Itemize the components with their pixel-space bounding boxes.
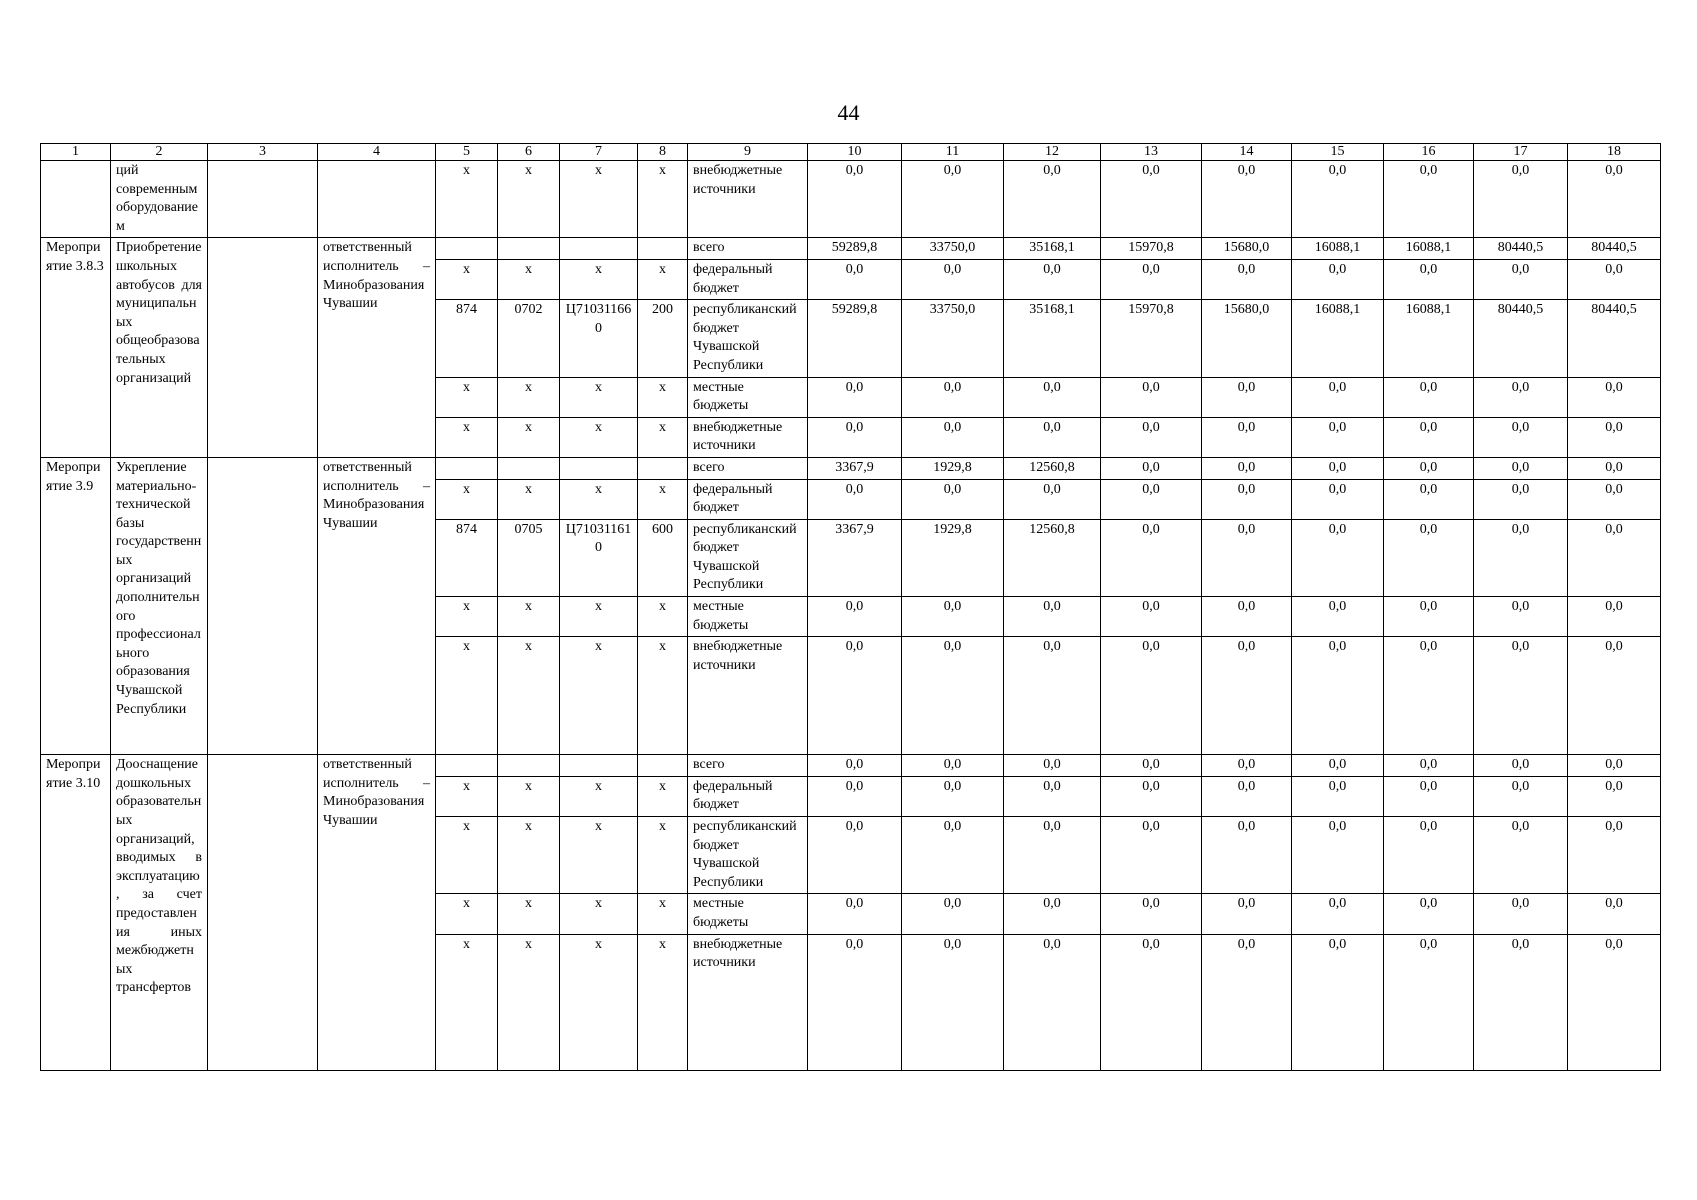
column-number: 2 bbox=[111, 144, 208, 161]
code-cell bbox=[498, 457, 560, 479]
code-cell: 200 bbox=[638, 300, 688, 377]
value-cell: 0,0 bbox=[1101, 519, 1202, 596]
value-cell: 80440,5 bbox=[1568, 238, 1661, 260]
value-cell: 0,0 bbox=[1101, 637, 1202, 755]
value-cell: 0,0 bbox=[1202, 894, 1292, 934]
value-cell: 0,0 bbox=[1568, 637, 1661, 755]
value-cell: 0,0 bbox=[1292, 161, 1384, 238]
value-cell: 59289,8 bbox=[808, 300, 902, 377]
code-cell: x bbox=[498, 377, 560, 417]
value-cell: 0,0 bbox=[1292, 457, 1384, 479]
value-cell: 0,0 bbox=[1101, 161, 1202, 238]
value-cell: 12560,8 bbox=[1004, 519, 1101, 596]
code-cell: x bbox=[498, 597, 560, 637]
empty-cell bbox=[208, 161, 318, 238]
column-number: 18 bbox=[1568, 144, 1661, 161]
value-cell: 0,0 bbox=[1568, 259, 1661, 299]
code-cell: x bbox=[498, 479, 560, 519]
column-number: 5 bbox=[436, 144, 498, 161]
value-cell: 0,0 bbox=[1004, 377, 1101, 417]
funding-source: республиканский бюджет Чувашской Республики bbox=[688, 817, 808, 894]
budget-table bbox=[40, 143, 1661, 1071]
executor: ответственный исполнитель – Минобразования Чувашии bbox=[318, 457, 436, 754]
measure-name: Приобретение школьных автобусов для муниципальных общеобразовательных организаций bbox=[111, 238, 208, 458]
value-cell: 0,0 bbox=[1568, 894, 1661, 934]
value-cell: 0,0 bbox=[1202, 377, 1292, 417]
value-cell: 0,0 bbox=[1474, 894, 1568, 934]
value-cell: 0,0 bbox=[902, 417, 1004, 457]
code-cell bbox=[560, 755, 638, 777]
value-cell: 80440,5 bbox=[1568, 300, 1661, 377]
value-cell: 0,0 bbox=[1101, 776, 1202, 816]
code-cell: x bbox=[498, 934, 560, 1070]
code-cell bbox=[560, 238, 638, 260]
value-cell: 0,0 bbox=[1101, 417, 1202, 457]
value-cell: 0,0 bbox=[1202, 597, 1292, 637]
code-cell: 874 bbox=[436, 300, 498, 377]
value-cell: 0,0 bbox=[1384, 259, 1474, 299]
column-number: 9 bbox=[688, 144, 808, 161]
column-number: 12 bbox=[1004, 144, 1101, 161]
value-cell: 0,0 bbox=[1384, 755, 1474, 777]
code-cell bbox=[638, 755, 688, 777]
value-cell: 0,0 bbox=[1568, 457, 1661, 479]
code-cell: x bbox=[436, 637, 498, 755]
code-cell: x bbox=[436, 597, 498, 637]
value-cell: 0,0 bbox=[902, 479, 1004, 519]
code-cell: x bbox=[638, 934, 688, 1070]
value-cell: 0,0 bbox=[1384, 479, 1474, 519]
column-number: 4 bbox=[318, 144, 436, 161]
value-cell: 80440,5 bbox=[1474, 238, 1568, 260]
value-cell: 0,0 bbox=[1568, 377, 1661, 417]
code-cell: x bbox=[436, 161, 498, 238]
funding-source: местные бюджеты bbox=[688, 597, 808, 637]
code-cell: x bbox=[560, 597, 638, 637]
value-cell: 0,0 bbox=[1292, 479, 1384, 519]
value-cell: 0,0 bbox=[1292, 637, 1384, 755]
value-cell: 1929,8 bbox=[902, 519, 1004, 596]
value-cell: 0,0 bbox=[1101, 817, 1202, 894]
value-cell: 0,0 bbox=[1474, 259, 1568, 299]
value-cell: 16088,1 bbox=[1384, 238, 1474, 260]
code-cell bbox=[436, 457, 498, 479]
code-cell: x bbox=[498, 894, 560, 934]
code-cell: x bbox=[498, 776, 560, 816]
code-cell: x bbox=[638, 161, 688, 238]
value-cell: 0,0 bbox=[1384, 776, 1474, 816]
code-cell: x bbox=[638, 417, 688, 457]
column-number: 11 bbox=[902, 144, 1004, 161]
value-cell: 0,0 bbox=[1384, 894, 1474, 934]
code-cell: x bbox=[560, 934, 638, 1070]
value-cell: 0,0 bbox=[1568, 817, 1661, 894]
value-cell: 0,0 bbox=[1292, 597, 1384, 637]
value-cell: 0,0 bbox=[1474, 817, 1568, 894]
code-cell: 874 bbox=[436, 519, 498, 596]
value-cell: 0,0 bbox=[1474, 934, 1568, 1070]
value-cell: 0,0 bbox=[1004, 597, 1101, 637]
funding-source: всего bbox=[688, 755, 808, 777]
measure-id: Мероприятие 3.10 bbox=[41, 755, 111, 1070]
code-cell: x bbox=[638, 776, 688, 816]
value-cell: 12560,8 bbox=[1004, 457, 1101, 479]
value-cell: 0,0 bbox=[1384, 934, 1474, 1070]
funding-source: всего bbox=[688, 457, 808, 479]
value-cell: 0,0 bbox=[1101, 934, 1202, 1070]
value-cell: 16088,1 bbox=[1292, 238, 1384, 260]
value-cell: 3367,9 bbox=[808, 457, 902, 479]
code-cell: x bbox=[560, 817, 638, 894]
code-cell: x bbox=[498, 637, 560, 755]
value-cell: 0,0 bbox=[1101, 597, 1202, 637]
value-cell: 0,0 bbox=[1202, 755, 1292, 777]
funding-source: федеральный бюджет bbox=[688, 259, 808, 299]
value-cell: 0,0 bbox=[1004, 637, 1101, 755]
value-cell: 0,0 bbox=[1474, 519, 1568, 596]
value-cell: 0,0 bbox=[808, 637, 902, 755]
code-cell bbox=[638, 457, 688, 479]
value-cell: 0,0 bbox=[808, 934, 902, 1070]
code-cell: x bbox=[560, 417, 638, 457]
column-number: 10 bbox=[808, 144, 902, 161]
value-cell: 0,0 bbox=[1004, 755, 1101, 777]
column-number: 17 bbox=[1474, 144, 1568, 161]
code-cell: x bbox=[638, 894, 688, 934]
measure-name: Дооснащение дошкольных образовательных организаций, вводимых в эксплуатацию, за счет предоставления иных межбюджетных трансфертов bbox=[111, 755, 208, 1070]
funding-source: республиканский бюджет Чувашской Республики bbox=[688, 300, 808, 377]
value-cell: 0,0 bbox=[1568, 776, 1661, 816]
column-number: 7 bbox=[560, 144, 638, 161]
value-cell: 0,0 bbox=[1568, 755, 1661, 777]
code-cell bbox=[436, 755, 498, 777]
code-cell: x bbox=[436, 894, 498, 934]
measure-name: ций современным оборудованием bbox=[111, 161, 208, 238]
value-cell: 0,0 bbox=[1101, 457, 1202, 479]
code-cell: x bbox=[560, 161, 638, 238]
page-number: 44 bbox=[837, 100, 860, 125]
value-cell: 0,0 bbox=[902, 776, 1004, 816]
column-number: 13 bbox=[1101, 144, 1202, 161]
value-cell: 0,0 bbox=[808, 161, 902, 238]
value-cell: 0,0 bbox=[1384, 417, 1474, 457]
code-cell: x bbox=[498, 417, 560, 457]
value-cell: 0,0 bbox=[1101, 755, 1202, 777]
code-cell: x bbox=[638, 597, 688, 637]
value-cell: 0,0 bbox=[1292, 755, 1384, 777]
funding-source: внебюджетные источники bbox=[688, 637, 808, 755]
value-cell: 0,0 bbox=[1384, 161, 1474, 238]
code-cell: Ц710311610 bbox=[560, 519, 638, 596]
value-cell: 0,0 bbox=[1101, 479, 1202, 519]
value-cell: 0,0 bbox=[808, 377, 902, 417]
value-cell: 16088,1 bbox=[1384, 300, 1474, 377]
funding-source: внебюджетные источники bbox=[688, 161, 808, 238]
code-cell: x bbox=[560, 776, 638, 816]
funding-source: местные бюджеты bbox=[688, 377, 808, 417]
value-cell: 0,0 bbox=[902, 934, 1004, 1070]
value-cell: 0,0 bbox=[1292, 519, 1384, 596]
value-cell: 0,0 bbox=[1292, 934, 1384, 1070]
value-cell: 0,0 bbox=[902, 597, 1004, 637]
code-cell: 0705 bbox=[498, 519, 560, 596]
value-cell: 0,0 bbox=[1004, 479, 1101, 519]
table-row bbox=[41, 457, 1661, 479]
column-number-row bbox=[41, 144, 1661, 161]
value-cell: 0,0 bbox=[808, 817, 902, 894]
value-cell: 1929,8 bbox=[902, 457, 1004, 479]
value-cell: 0,0 bbox=[1004, 776, 1101, 816]
value-cell: 0,0 bbox=[1292, 817, 1384, 894]
value-cell: 0,0 bbox=[1202, 817, 1292, 894]
empty-cell bbox=[208, 238, 318, 458]
funding-source: федеральный бюджет bbox=[688, 776, 808, 816]
value-cell: 0,0 bbox=[1202, 161, 1292, 238]
value-cell: 0,0 bbox=[1004, 817, 1101, 894]
table-body bbox=[41, 144, 1661, 1071]
value-cell: 0,0 bbox=[1474, 377, 1568, 417]
value-cell: 0,0 bbox=[902, 755, 1004, 777]
value-cell: 0,0 bbox=[808, 417, 902, 457]
value-cell: 59289,8 bbox=[808, 238, 902, 260]
measure-id bbox=[41, 161, 111, 238]
value-cell: 0,0 bbox=[1384, 817, 1474, 894]
column-number: 14 bbox=[1202, 144, 1292, 161]
executor bbox=[318, 161, 436, 238]
executor: ответственный исполнитель – Минобразования Чувашии bbox=[318, 238, 436, 458]
code-cell: x bbox=[436, 259, 498, 299]
value-cell: 0,0 bbox=[1202, 457, 1292, 479]
code-cell: x bbox=[436, 417, 498, 457]
column-number: 8 bbox=[638, 144, 688, 161]
value-cell: 0,0 bbox=[1474, 776, 1568, 816]
value-cell: 0,0 bbox=[1474, 457, 1568, 479]
measure-id: Мероприятие 3.9 bbox=[41, 457, 111, 754]
code-cell: x bbox=[436, 377, 498, 417]
value-cell: 0,0 bbox=[1101, 377, 1202, 417]
value-cell: 15970,8 bbox=[1101, 238, 1202, 260]
code-cell: x bbox=[436, 817, 498, 894]
code-cell: x bbox=[638, 259, 688, 299]
value-cell: 0,0 bbox=[1568, 479, 1661, 519]
value-cell: 0,0 bbox=[1568, 417, 1661, 457]
value-cell: 80440,5 bbox=[1474, 300, 1568, 377]
value-cell: 0,0 bbox=[1004, 417, 1101, 457]
value-cell: 0,0 bbox=[1292, 894, 1384, 934]
value-cell: 0,0 bbox=[1202, 637, 1292, 755]
code-cell bbox=[498, 755, 560, 777]
funding-source: федеральный бюджет bbox=[688, 479, 808, 519]
value-cell: 0,0 bbox=[902, 817, 1004, 894]
value-cell: 15680,0 bbox=[1202, 238, 1292, 260]
value-cell: 0,0 bbox=[1568, 519, 1661, 596]
column-number: 6 bbox=[498, 144, 560, 161]
value-cell: 35168,1 bbox=[1004, 238, 1101, 260]
code-cell: x bbox=[638, 479, 688, 519]
value-cell: 0,0 bbox=[808, 776, 902, 816]
code-cell: x bbox=[638, 817, 688, 894]
value-cell: 0,0 bbox=[1474, 597, 1568, 637]
value-cell: 0,0 bbox=[1202, 417, 1292, 457]
value-cell: 33750,0 bbox=[902, 300, 1004, 377]
value-cell: 0,0 bbox=[1202, 519, 1292, 596]
value-cell: 35168,1 bbox=[1004, 300, 1101, 377]
funding-source: внебюджетные источники bbox=[688, 417, 808, 457]
code-cell bbox=[498, 238, 560, 260]
value-cell: 0,0 bbox=[902, 259, 1004, 299]
table-row bbox=[41, 161, 1661, 238]
value-cell: 0,0 bbox=[1292, 417, 1384, 457]
value-cell: 0,0 bbox=[808, 259, 902, 299]
code-cell: x bbox=[560, 259, 638, 299]
value-cell: 0,0 bbox=[1568, 161, 1661, 238]
value-cell: 0,0 bbox=[1004, 259, 1101, 299]
value-cell: 15680,0 bbox=[1202, 300, 1292, 377]
code-cell bbox=[638, 238, 688, 260]
value-cell: 0,0 bbox=[1384, 519, 1474, 596]
value-cell: 0,0 bbox=[902, 161, 1004, 238]
value-cell: 0,0 bbox=[1202, 479, 1292, 519]
value-cell: 0,0 bbox=[1292, 377, 1384, 417]
measure-name: Укрепление материально-технической базы государственных организаций дополнительного профессионального образования Чувашской Республики bbox=[111, 457, 208, 754]
column-number: 15 bbox=[1292, 144, 1384, 161]
value-cell: 0,0 bbox=[1384, 597, 1474, 637]
table-row bbox=[41, 238, 1661, 260]
code-cell bbox=[560, 457, 638, 479]
code-cell bbox=[436, 238, 498, 260]
value-cell: 0,0 bbox=[902, 894, 1004, 934]
code-cell: x bbox=[638, 637, 688, 755]
value-cell: 0,0 bbox=[1384, 377, 1474, 417]
value-cell: 0,0 bbox=[902, 637, 1004, 755]
value-cell: 33750,0 bbox=[902, 238, 1004, 260]
code-cell: x bbox=[436, 479, 498, 519]
funding-source: всего bbox=[688, 238, 808, 260]
value-cell: 0,0 bbox=[1101, 259, 1202, 299]
code-cell: x bbox=[498, 259, 560, 299]
funding-source: республиканский бюджет Чувашской Республики bbox=[688, 519, 808, 596]
value-cell: 0,0 bbox=[808, 755, 902, 777]
value-cell: 0,0 bbox=[1474, 755, 1568, 777]
empty-cell bbox=[208, 755, 318, 1070]
value-cell: 0,0 bbox=[1384, 637, 1474, 755]
value-cell: 0,0 bbox=[1474, 161, 1568, 238]
value-cell: 0,0 bbox=[1292, 259, 1384, 299]
value-cell: 3367,9 bbox=[808, 519, 902, 596]
value-cell: 0,0 bbox=[1004, 934, 1101, 1070]
code-cell: x bbox=[560, 377, 638, 417]
value-cell: 0,0 bbox=[1004, 894, 1101, 934]
funding-source: местные бюджеты bbox=[688, 894, 808, 934]
value-cell: 0,0 bbox=[808, 597, 902, 637]
value-cell: 0,0 bbox=[1568, 934, 1661, 1070]
column-number: 16 bbox=[1384, 144, 1474, 161]
code-cell: 0702 bbox=[498, 300, 560, 377]
code-cell: 600 bbox=[638, 519, 688, 596]
measure-id: Мероприятие 3.8.3 bbox=[41, 238, 111, 458]
code-cell: x bbox=[638, 377, 688, 417]
code-cell: x bbox=[498, 161, 560, 238]
value-cell: 0,0 bbox=[1004, 161, 1101, 238]
value-cell: 15970,8 bbox=[1101, 300, 1202, 377]
table-row bbox=[41, 755, 1661, 777]
executor: ответственный исполнитель – Минобразования Чувашии bbox=[318, 755, 436, 1070]
column-number: 3 bbox=[208, 144, 318, 161]
code-cell: x bbox=[436, 776, 498, 816]
value-cell: 0,0 bbox=[1202, 259, 1292, 299]
code-cell: x bbox=[560, 479, 638, 519]
value-cell: 0,0 bbox=[1101, 894, 1202, 934]
value-cell: 0,0 bbox=[1292, 776, 1384, 816]
value-cell: 0,0 bbox=[1202, 934, 1292, 1070]
code-cell: Ц710311660 bbox=[560, 300, 638, 377]
empty-cell bbox=[208, 457, 318, 754]
code-cell: x bbox=[498, 817, 560, 894]
value-cell: 0,0 bbox=[1384, 457, 1474, 479]
funding-source: внебюджетные источники bbox=[688, 934, 808, 1070]
value-cell: 0,0 bbox=[1474, 637, 1568, 755]
code-cell: x bbox=[560, 637, 638, 755]
value-cell: 16088,1 bbox=[1292, 300, 1384, 377]
value-cell: 0,0 bbox=[1474, 417, 1568, 457]
code-cell: x bbox=[560, 894, 638, 934]
value-cell: 0,0 bbox=[902, 377, 1004, 417]
value-cell: 0,0 bbox=[808, 479, 902, 519]
value-cell: 0,0 bbox=[1474, 479, 1568, 519]
value-cell: 0,0 bbox=[808, 894, 902, 934]
value-cell: 0,0 bbox=[1202, 776, 1292, 816]
column-number: 1 bbox=[41, 144, 111, 161]
code-cell: x bbox=[436, 934, 498, 1070]
value-cell: 0,0 bbox=[1568, 597, 1661, 637]
